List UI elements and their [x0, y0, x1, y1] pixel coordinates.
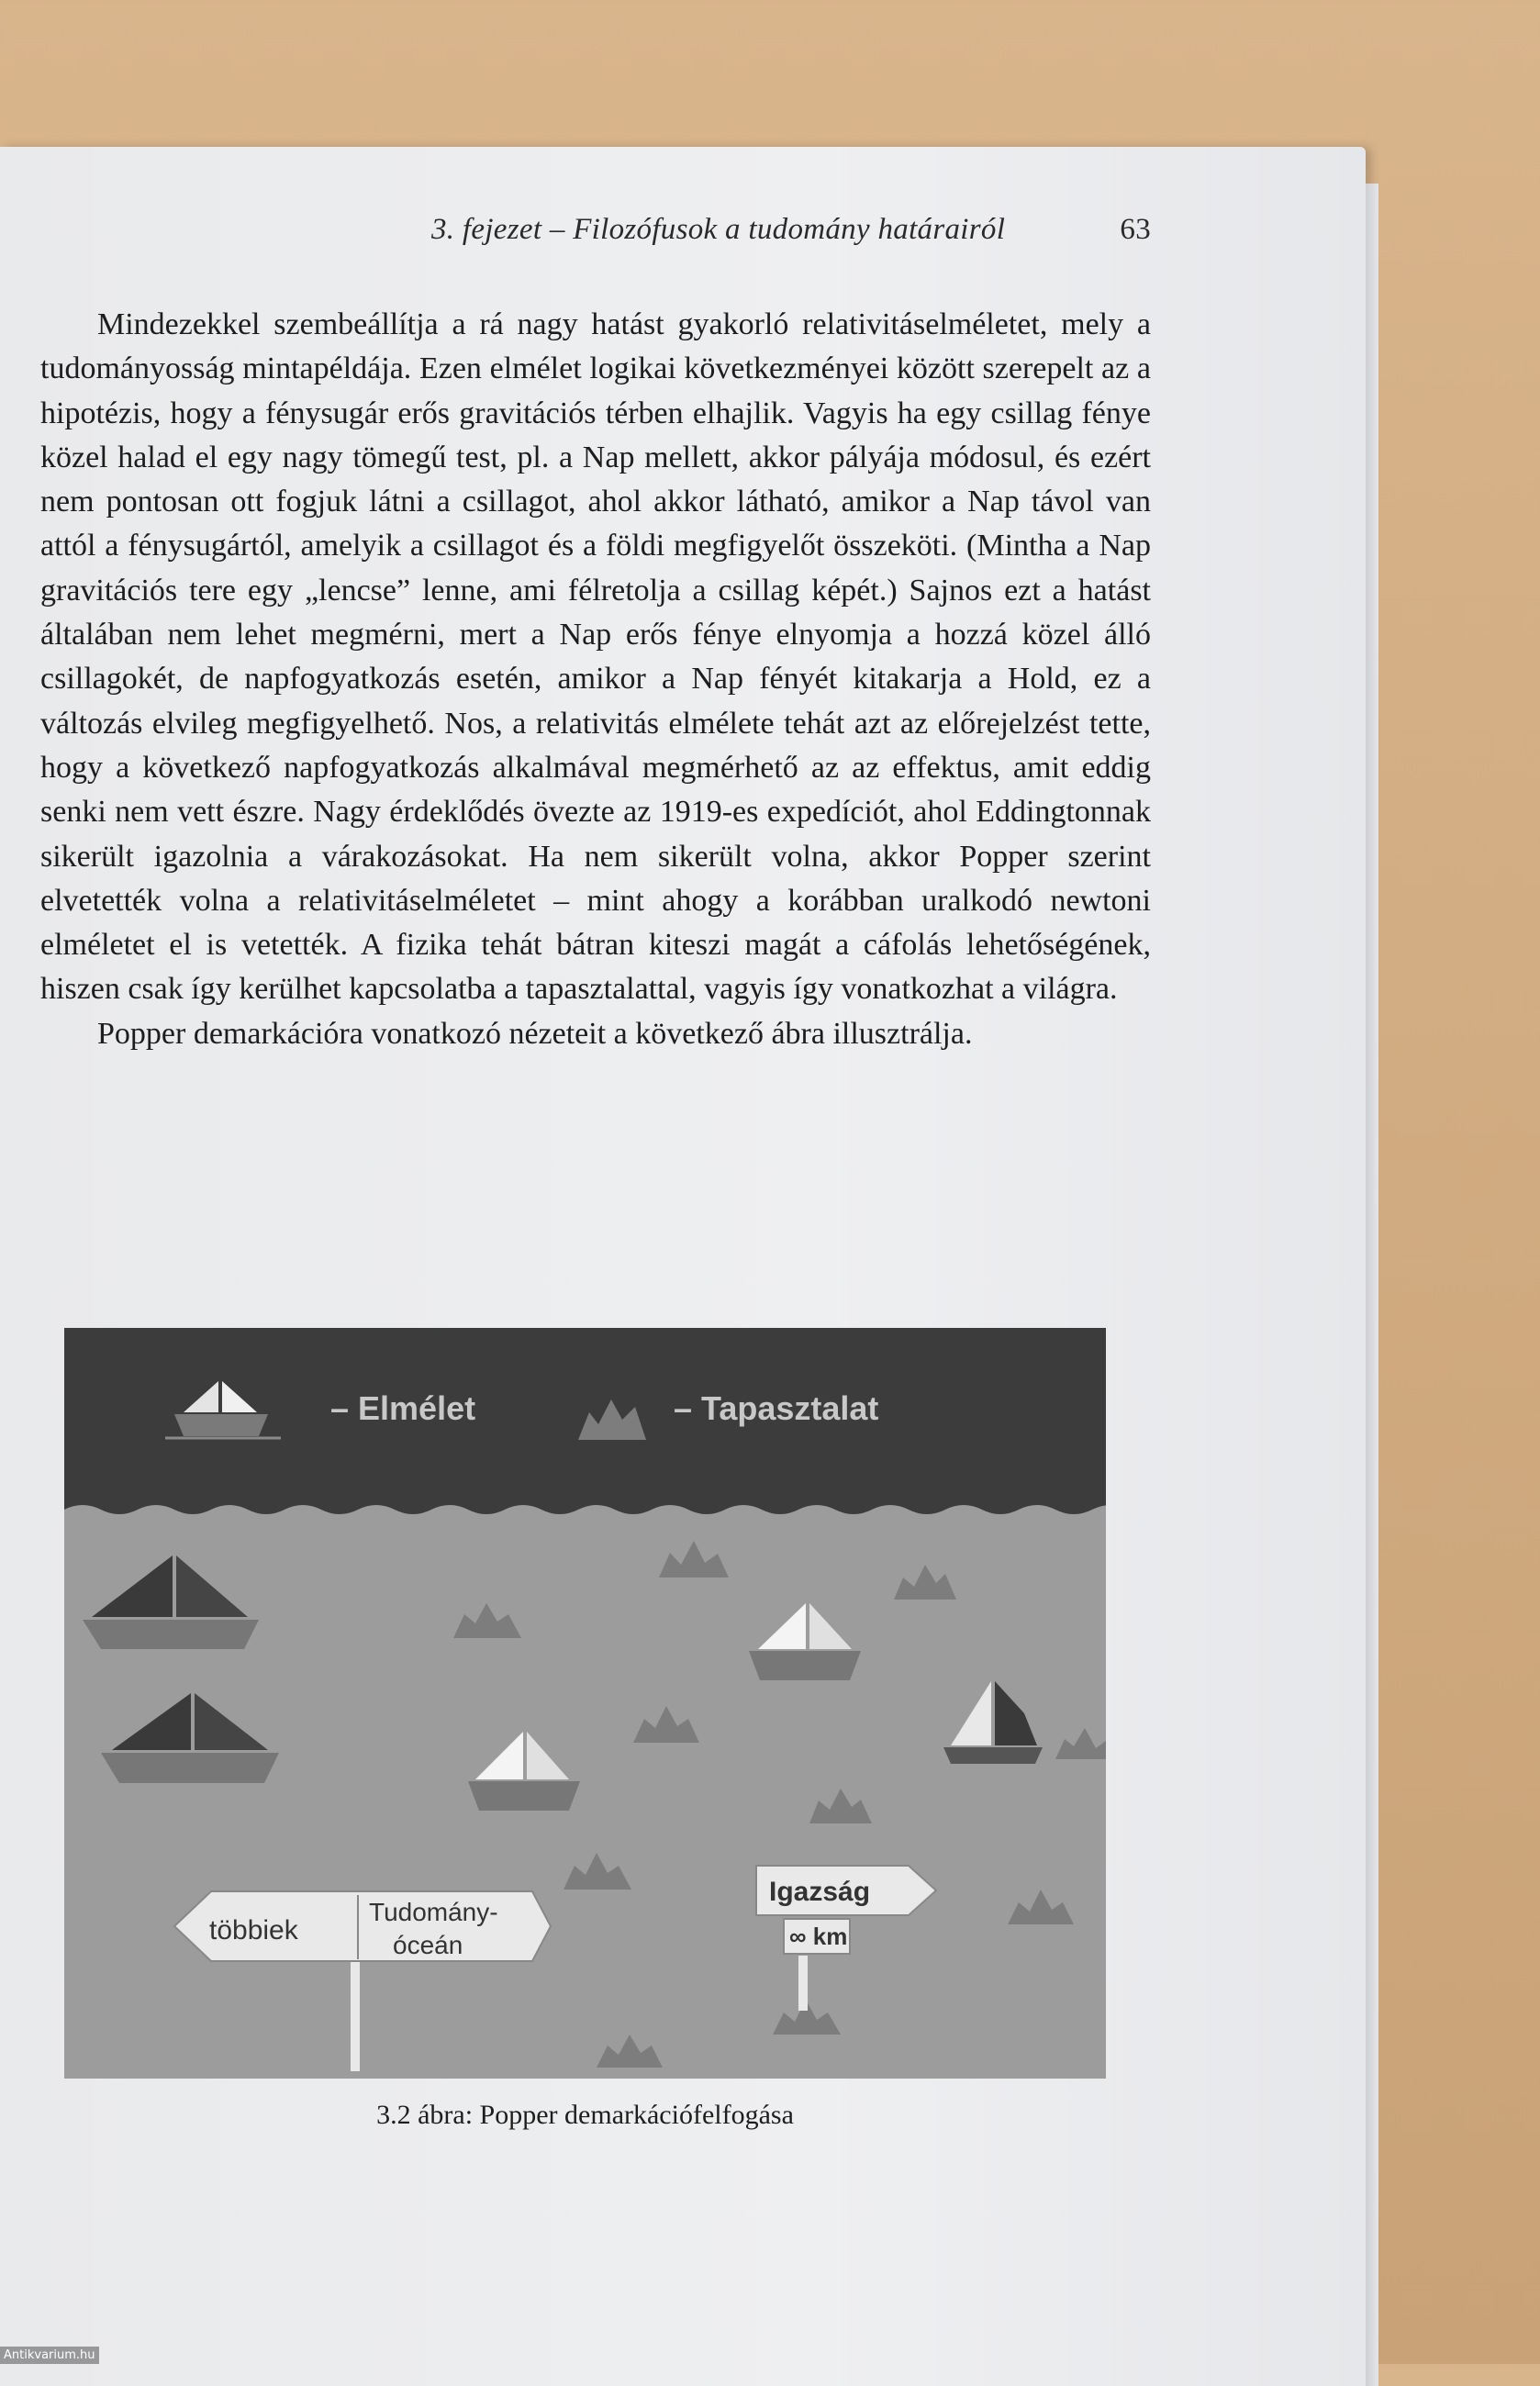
- sign-left-science: Tudomány-: [369, 1898, 498, 1926]
- legend-iceberg-icon: [578, 1399, 646, 1440]
- running-head: [431, 213, 1156, 247]
- chapter-title: 3. fejezet – Filozófusok a tudomány határairól: [431, 213, 1006, 246]
- sign-left-ocean: óceán: [393, 1931, 463, 1959]
- legend-ship-icon: [165, 1381, 281, 1438]
- page-edge: [1366, 184, 1378, 2386]
- iceberg-8: [1008, 1890, 1074, 1924]
- iceberg-6: [1055, 1728, 1106, 1759]
- legend-theory-label: – Elmélet: [330, 1389, 476, 1427]
- watermark-label: Antikvarium.hu: [0, 2347, 99, 2364]
- figure-demarcation: [64, 1328, 1106, 2079]
- iceberg-4: [633, 1706, 699, 1743]
- paragraph-1: Mindezekkel szembeállítja a rá nagy hatást gyakorló relativitáselméletet, mely a tudományosság mintapéldája. Ezen elmélet logikai következményei között szerepelt az a hipotézis, hogy a fénysugár erős gravitációs térben elhajlik. Vagyis ha egy csillag fénye közel halad el egy nagy tömegű test, pl. a Nap mellett, akkor pályája módosul, és ezért nem pontosan ott fogjuk látni a csillagot, ahol akkor látható, amikor a Nap távol van attól a fénysugártól, amelyik a csillagot és a földi megfigyelőt összeköti. (Mintha a Nap gravitációs tere egy „lencse” lenne, ami félretolja a csillag képét.) Sajnos ezt a hatást általában nem lehet megmérni, mert a Nap erős fénye elnyomja a hozzá közel álló csillagokét, de napfogyatkozás esetén, amikor a Nap fényét kitakarja a Hold, ez a változás elvileg megfigyelhető. Nos, a relativitás elmélete tehát azt az előrejelzést tette, hogy a következő napfogyatkozás alkalmával megmérhető az az effektus, amit eddig senki nem vett észre. Nagy érdeklődés övezte az 1919-es expedíciót, ahol Eddingtonnak sikerült igazolnia a várakozásokat. Ha nem sikerült volna, akkor Popper szerint elvetették volna a relativitáselméletet – mint ahogy a korábban uralkodó newtoni elméletet el is vetették. A fizika tehát bátran kiteszi magát a cáfolás lehetőségének, hiszen csak így kerülhet kapcsolatba a tapasztalattal, vagyis így vonatkozhat a világra.: [40, 307, 1151, 1007]
- ship-white-3: [943, 1681, 1043, 1764]
- page-number: 63: [1120, 213, 1151, 246]
- sign-right-distance: ∞ km: [789, 1923, 848, 1950]
- body-text: [40, 303, 1151, 1056]
- paragraph-2: Popper demarkációra vonatkozó nézeteit a következő ábra illusztrálja.: [97, 1016, 973, 1051]
- ship-dark-2: [101, 1693, 279, 1783]
- iceberg-2: [894, 1565, 956, 1600]
- ship-white-2: [468, 1732, 580, 1811]
- wave-line: [64, 1505, 1106, 1524]
- sign-right-truth: Igazság: [769, 1877, 871, 1907]
- iceberg-5: [809, 1789, 872, 1823]
- figure-caption: 3.2 ábra: Popper demarkációfelfogása: [376, 2100, 794, 2130]
- iceberg-1: [659, 1541, 729, 1578]
- sign-left-others: többiek: [209, 1915, 298, 1946]
- iceberg-10: [597, 2035, 663, 2068]
- legend-experience-label: – Tapasztalat: [674, 1389, 879, 1427]
- ship-white-1: [749, 1603, 861, 1680]
- iceberg-3: [453, 1603, 521, 1638]
- figure-illustration: [64, 1328, 1106, 2079]
- iceberg-7: [564, 1853, 631, 1890]
- ship-dark-1: [83, 1555, 259, 1649]
